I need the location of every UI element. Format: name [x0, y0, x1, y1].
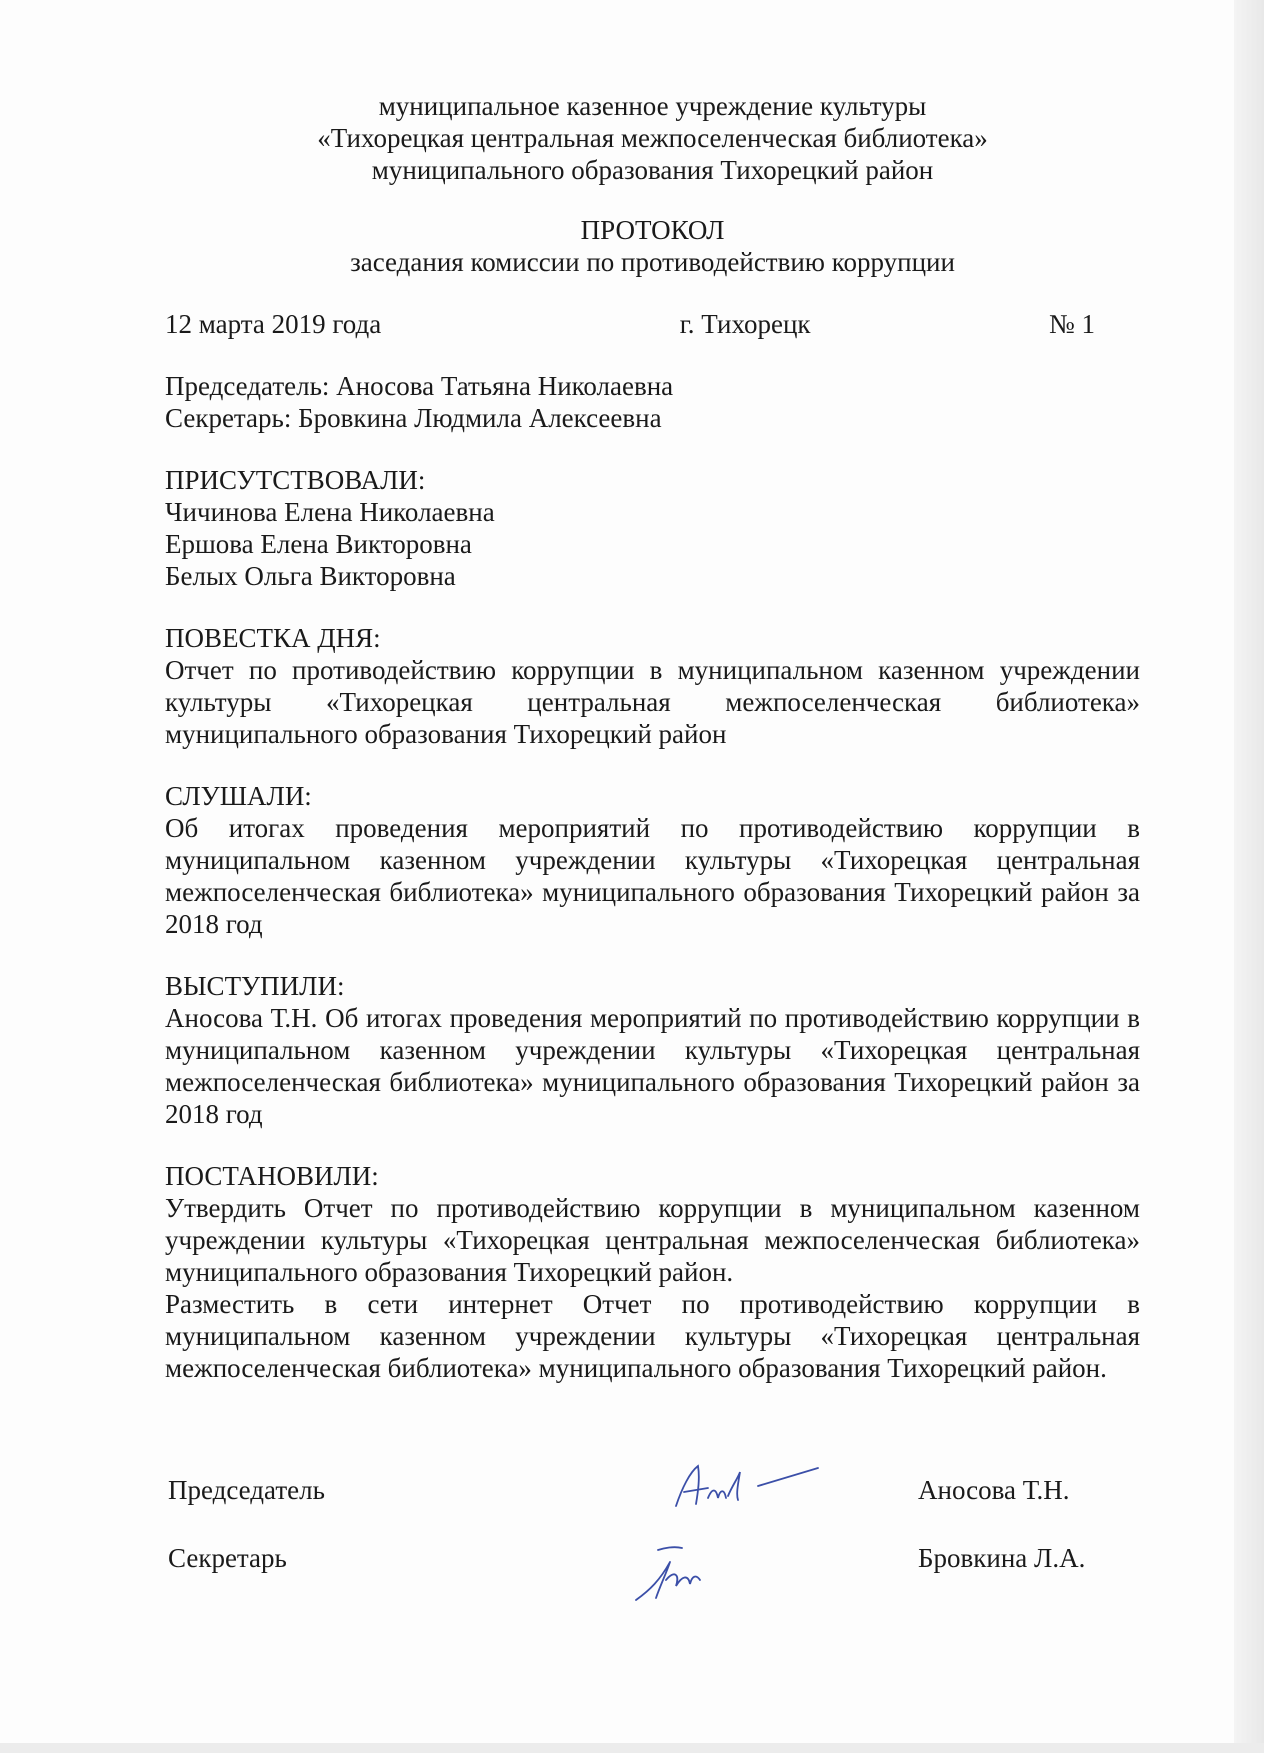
officials-block	[165, 370, 1140, 434]
title-main: ПРОТОКОЛ	[580, 215, 725, 245]
document-title	[165, 214, 1140, 278]
meeting-date: 12 марта 2019 года	[165, 309, 382, 339]
page-bottom-edge	[0, 1743, 1264, 1753]
spoke-heading: ВЫСТУПИЛИ:	[165, 971, 345, 1001]
agenda-heading: ПОВЕСТКА ДНЯ:	[165, 623, 381, 653]
page-edge-shadow	[1234, 0, 1264, 1753]
chair-line: Председатель: Аносова Татьяна Николаевна	[165, 371, 674, 401]
chair-signature-icon	[668, 1458, 828, 1518]
chair-name: Аносова Т.Н.	[918, 1475, 1070, 1505]
org-line-2: «Тихорецкая центральная межпоселенческая библиотека»	[317, 123, 988, 153]
heard-heading: СЛУШАЛИ:	[165, 781, 312, 811]
resolved-item-2: Разместить в сети интернет Отчет по противодействию коррупции в муниципальном казенном учреждении культуры «Тихорецкая центральная межпоселенческая библиотека» муниципального образования Тихорецкий район.	[165, 1289, 1140, 1383]
present-heading: ПРИСУТСТВОВАЛИ:	[165, 465, 426, 495]
present-name: Ершова Елена Викторовна	[165, 529, 472, 559]
spoke-block	[165, 970, 1140, 1130]
present-name: Белых Ольга Викторовна	[165, 561, 456, 591]
agenda-text: Отчет по противодействию коррупции в муниципальном казенном учреждении культуры «Тихорецкая центральная межпоселенческая библиотека» муниципального образования Тихорецкий район	[165, 655, 1140, 749]
spoke-text: Аносова Т.Н. Об итогах проведения мероприятий по противодействию коррупции в муниципальном казенном учреждении культуры «Тихорецкая центральная межпоселенческая библиотека» муниципального образования Тихорецкий район за 2018 год	[165, 1003, 1140, 1129]
secretary-role: Секретарь	[168, 1543, 287, 1573]
org-line-3: муниципального образования Тихорецкий район	[371, 155, 934, 185]
heard-block	[165, 780, 1140, 940]
secretary-name: Бровкина Л.А.	[918, 1543, 1086, 1573]
chair-signature-row	[168, 1475, 1108, 1506]
resolved-heading: ПОСТАНОВИЛИ:	[165, 1161, 379, 1191]
organization-header	[165, 90, 1140, 186]
present-name: Чичинова Елена Николаевна	[165, 497, 495, 527]
heard-text: Об итогах проведения мероприятий по противодействию коррупции в муниципальном казенном учреждении культуры «Тихорецкая центральная межпоселенческая библиотека» муниципального образования Тихорецкий район за 2018 год	[165, 813, 1140, 939]
meeting-city: г. Тихорецк	[679, 309, 811, 339]
org-line-1: муниципальное казенное учреждение культуры	[378, 91, 927, 121]
secretary-signature-icon	[630, 1540, 720, 1610]
resolved-block	[165, 1160, 1140, 1384]
document-body	[165, 90, 1140, 1384]
title-sub: заседания комиссии по противодействию коррупции	[350, 247, 955, 277]
chair-role: Председатель	[168, 1475, 325, 1505]
meta-row	[165, 308, 1140, 340]
agenda-block	[165, 622, 1140, 750]
protocol-number: № 1	[1048, 309, 1095, 339]
secretary-line: Секретарь: Бровкина Людмила Алексеевна	[165, 403, 662, 433]
resolved-item-1: Утвердить Отчет по противодействию коррупции в муниципальном казенном учреждении культуры «Тихорецкая центральная межпоселенческая библиотека» муниципального образования Тихорецкий район.	[165, 1193, 1140, 1287]
present-block	[165, 464, 1140, 592]
